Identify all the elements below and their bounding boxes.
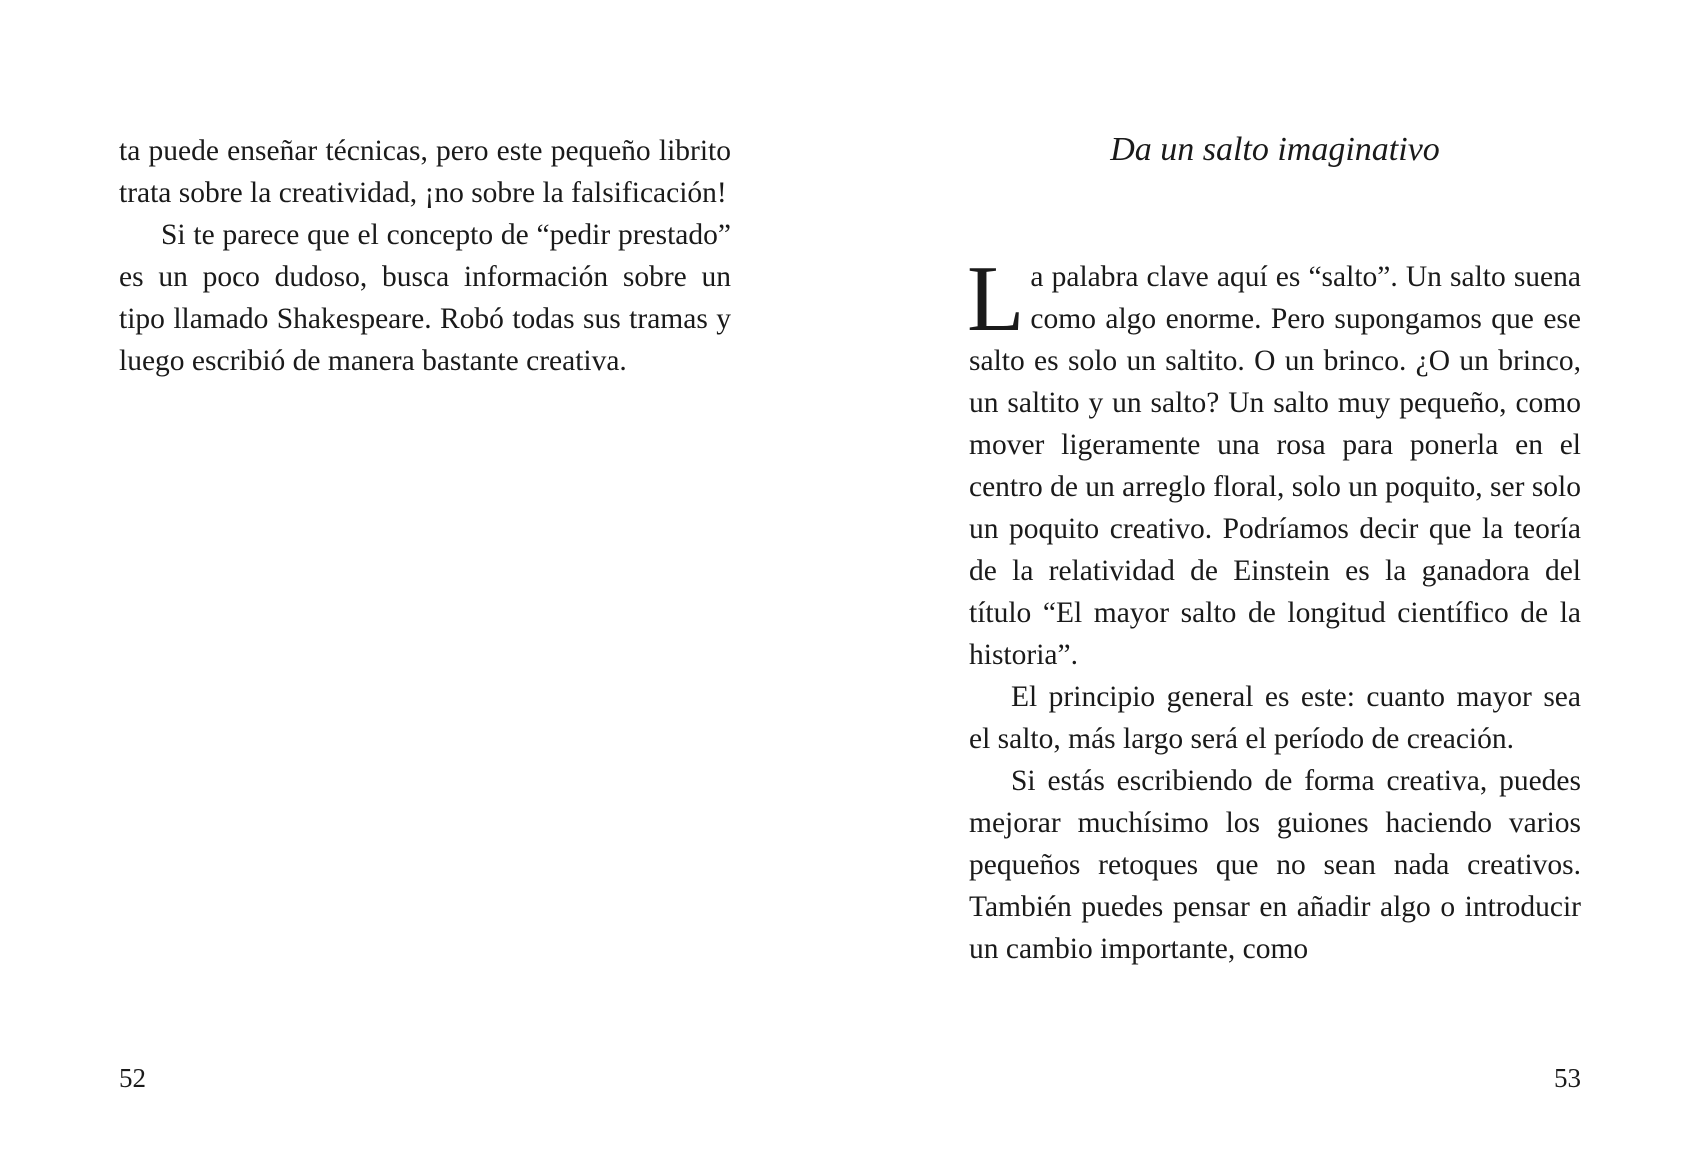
right-page-body bbox=[967, 247, 1581, 970]
chapter-title: Da un salto imaginativo bbox=[1110, 131, 1440, 168]
right-paragraph-2: El principio general es este: cuanto mayor sea el salto, más largo será el período de creación. bbox=[969, 681, 1581, 755]
right-paragraph-1-text: a palabra clave aquí es “salto”. Un salto suena como algo enorme. Pero supongamos que ese salto es solo un saltito. O un brinco. ¿O un brinco, un saltito y un salto? Un salto muy pequeño, como mover ligeramente una rosa para ponerla en el centro de un arreglo floral, solo un poquito, ser solo un poquito creativo. Podríamos decir que la teoría de la relatividad de Einstein es la ganadora del título “El mayor salto de longitud científico de la historia”. bbox=[969, 261, 1581, 671]
left-paragraph-2: Si te parece que el concepto de “pedir prestado” es un poco dudoso, busca información sobre un tipo llamado Shakespeare. Robó todas sus tramas y luego escribió de manera bastante creativa. bbox=[119, 219, 731, 377]
page-number-left: 52 bbox=[119, 1063, 146, 1093]
left-paragraph-1: ta puede enseñar técnicas, pero este pequeño librito trata sobre la creatividad, ¡no sobre la falsificación! bbox=[119, 135, 731, 209]
right-page bbox=[845, 0, 1689, 1157]
drop-cap: L bbox=[967, 247, 1025, 351]
right-paragraph-1 bbox=[967, 247, 1581, 676]
right-paragraph-3: Si estás escribiendo de forma creativa, puedes mejorar muchísimo los guiones haciendo varios pequeños retoques que no sean nada creativos. También puedes pensar en añadir algo o introducir un cambio importante, como bbox=[969, 765, 1581, 965]
page-number-right: 53 bbox=[1554, 1063, 1581, 1093]
left-page-body bbox=[119, 130, 731, 382]
